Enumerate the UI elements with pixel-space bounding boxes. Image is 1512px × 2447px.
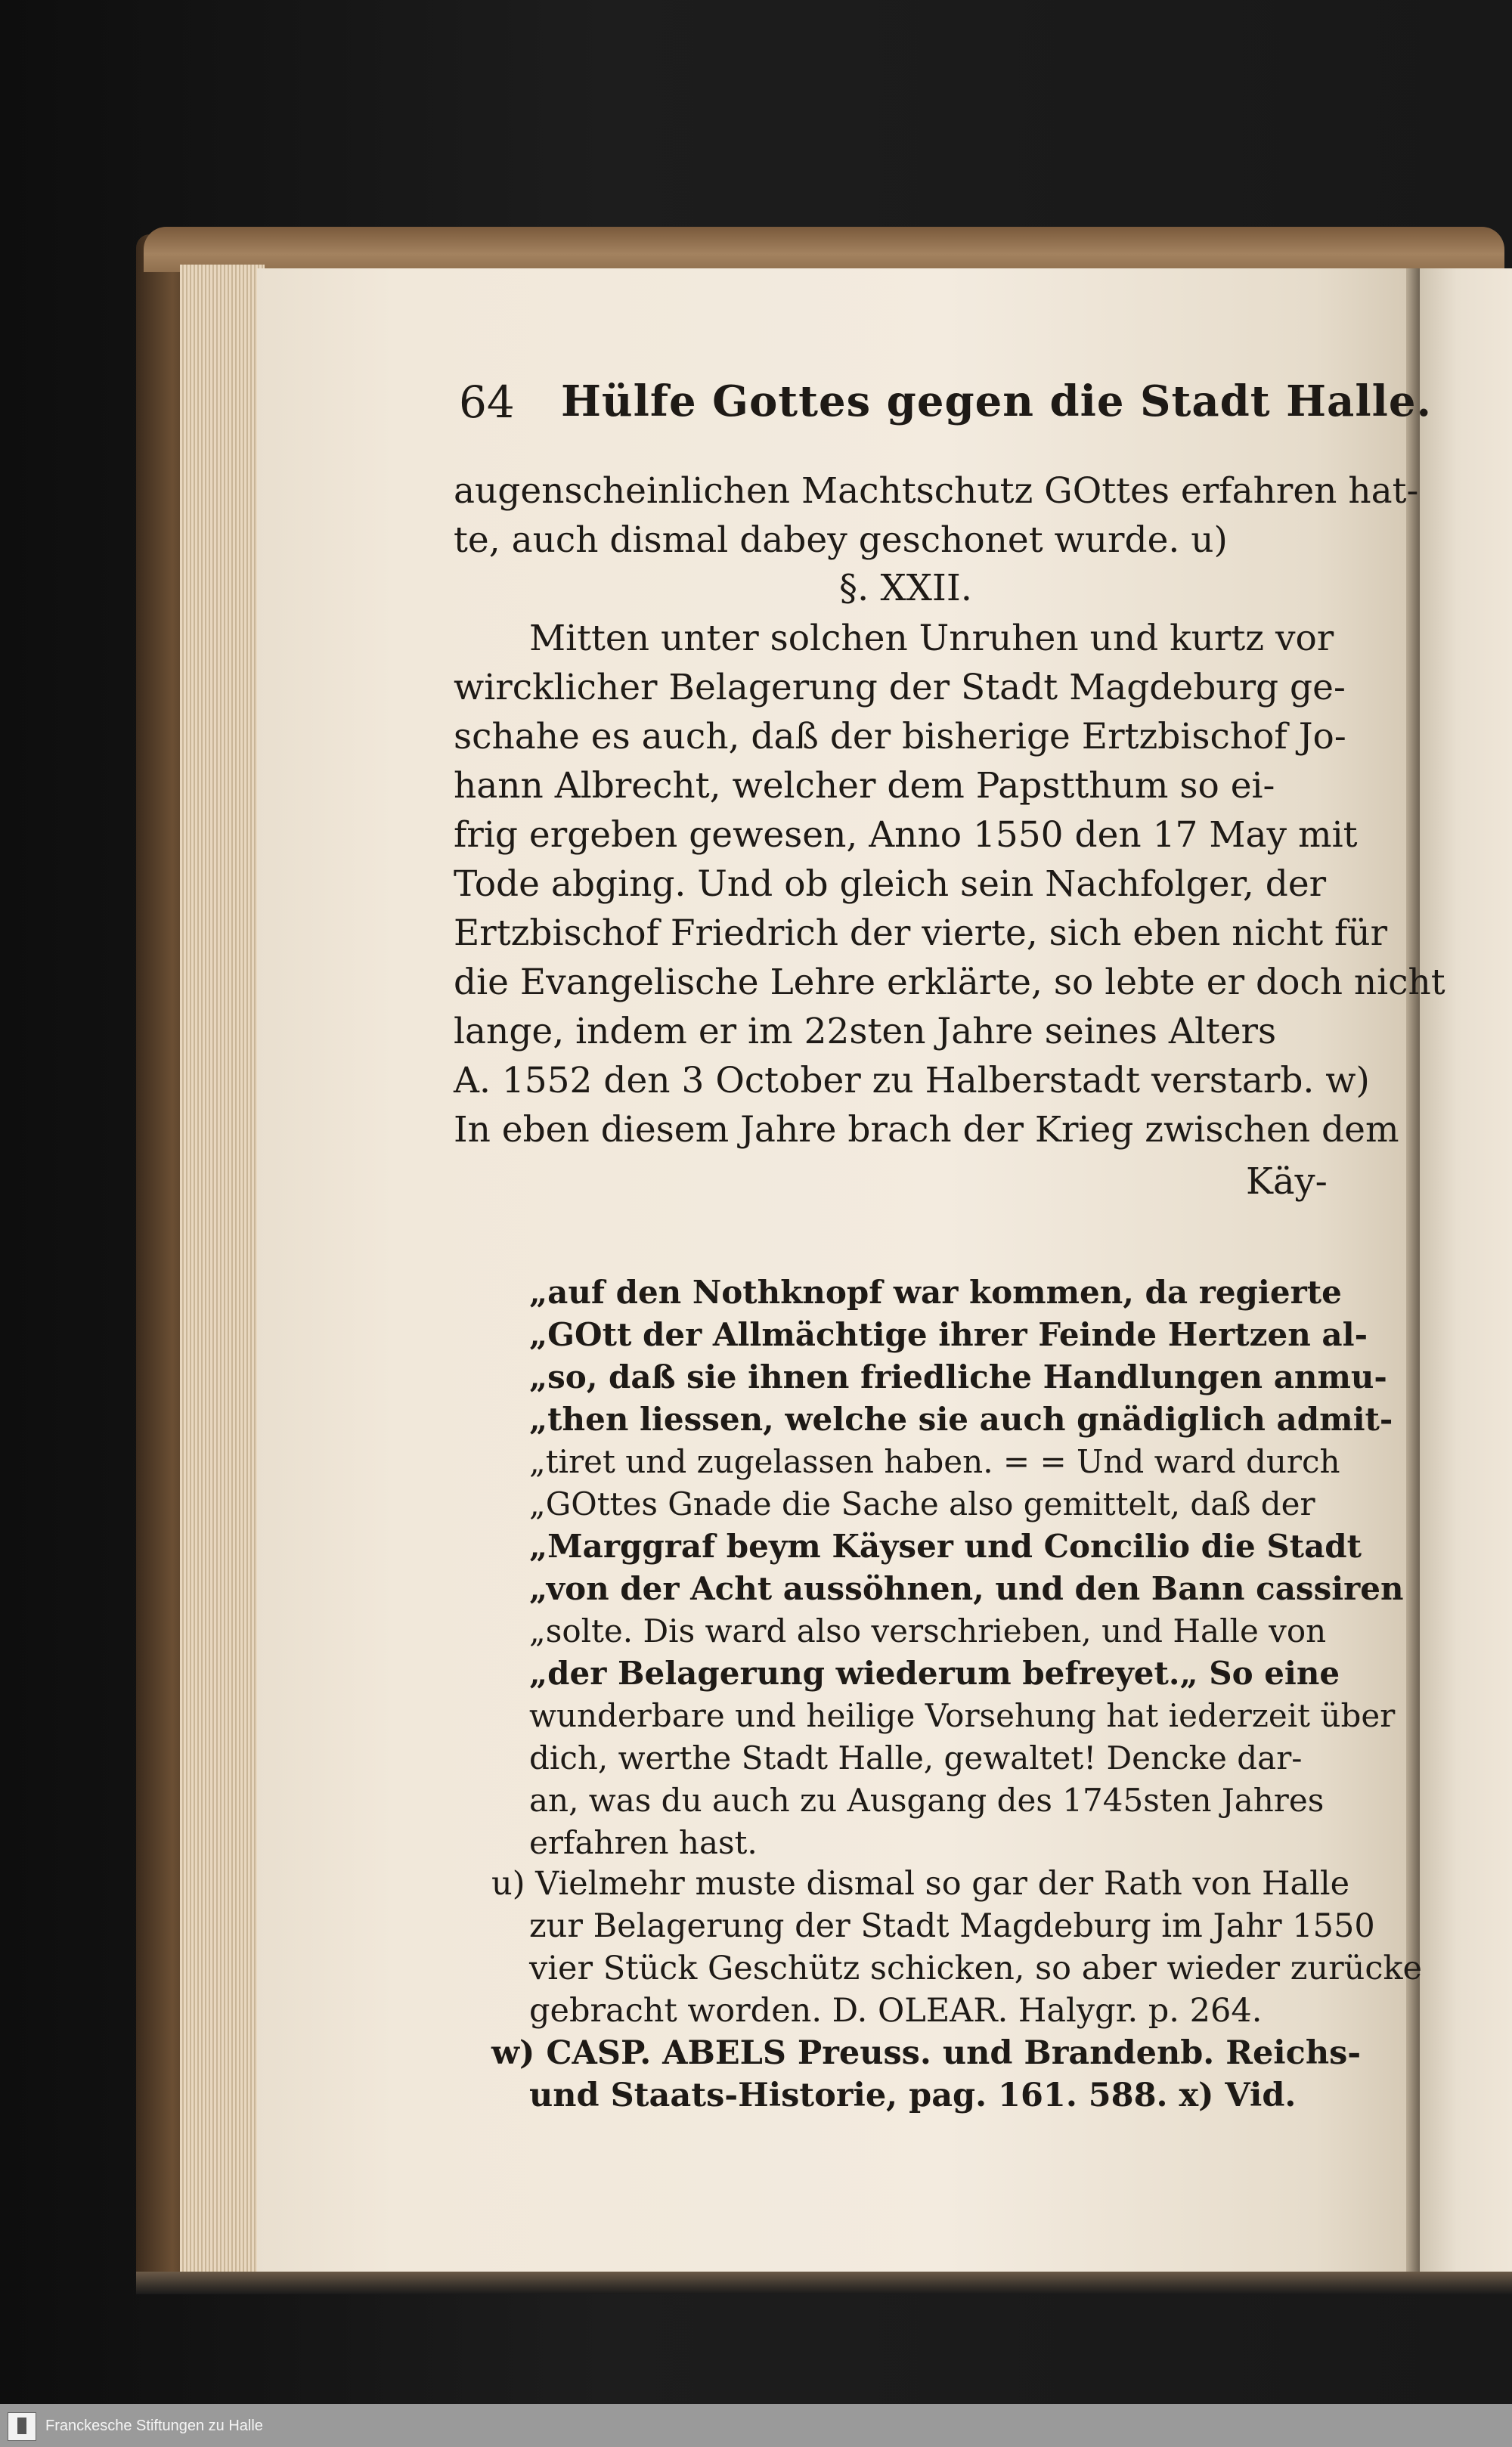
running-head: Hülfe Gottes gegen die Stadt Halle. bbox=[561, 376, 1432, 426]
text-line: augenscheinlichen Machtschutz GOttes erfahren hat- bbox=[454, 470, 1419, 512]
book-top-edge bbox=[144, 227, 1504, 272]
text-line: In eben diesem Jahre brach der Krieg zwischen dem bbox=[454, 1109, 1399, 1151]
text-line: Tode abging. Und ob gleich sein Nachfolger, der bbox=[454, 863, 1327, 905]
catchword: Käy- bbox=[1246, 1160, 1328, 1203]
quote-line: „so, daß sie ihnen friedliche Handlungen anmu- bbox=[529, 1358, 1387, 1395]
quote-line: „der Belagerung wiederum befreyet.„ So eine bbox=[529, 1655, 1340, 1692]
page-header bbox=[459, 376, 1432, 437]
institution-name: Franckesche Stiftungen zu Halle bbox=[45, 2418, 263, 2434]
text-line: Ertzbischof Friedrich der vierte, sich eben nicht für bbox=[454, 912, 1388, 954]
page-number: 64 bbox=[459, 376, 515, 428]
footnote-line: w) CASP. ABELS Preuss. und Brandenb. Reichs- bbox=[491, 2034, 1362, 2072]
text-line: hann Albrecht, welcher dem Papstthum so ei- bbox=[454, 765, 1275, 807]
quote-line: „tiret und zugelassen haben. = = Und ward durch bbox=[529, 1443, 1340, 1480]
quote-line: dich, werthe Stadt Halle, gewaltet! Dencke dar- bbox=[529, 1739, 1303, 1776]
page-stack-edges bbox=[180, 265, 265, 2275]
text-line: te, auch dismal dabey geschonet wurde. u) bbox=[454, 519, 1228, 561]
text-line: die Evangelische Lehre erklärte, so lebte er doch nicht bbox=[454, 962, 1445, 1003]
text-line: lange, indem er im 22sten Jahre seines Alters bbox=[454, 1011, 1277, 1052]
quote-line: „solte. Dis ward also verschrieben, und Halle von bbox=[529, 1612, 1327, 1649]
institution-logo-icon bbox=[8, 2412, 36, 2441]
book-bottom-edge bbox=[136, 2272, 1512, 2294]
text-line: A. 1552 den 3 October zu Halberstadt verstarb. w) bbox=[454, 1060, 1370, 1101]
quote-line: wunderbare und heilige Vorsehung hat iederzeit über bbox=[529, 1697, 1396, 1734]
quote-line: „auf den Nothknopf war kommen, da regierte bbox=[529, 1274, 1342, 1311]
quote-line: an, was du auch zu Ausgang des 1745sten Jahres bbox=[529, 1782, 1325, 1819]
footnote-line: vier Stück Geschütz schicken, so aber wieder zurücke bbox=[529, 1950, 1422, 1987]
section-heading: §. XXII. bbox=[839, 567, 973, 609]
footnote-line: u) Vielmehr muste dismal so gar der Rath von Halle bbox=[491, 1865, 1350, 1903]
text-line: wircklicher Belagerung der Stadt Magdeburg ge- bbox=[454, 667, 1346, 708]
quote-line: „GOtt der Allmächtige ihrer Feinde Hertzen al- bbox=[529, 1316, 1368, 1353]
footnote-line: gebracht worden. D. OLEAR. Halygr. p. 264. bbox=[529, 1992, 1263, 2030]
footnote-line: und Staats-Historie, pag. 161. 588. x) Vid. bbox=[529, 2077, 1297, 2114]
quote-line: „then liessen, welche sie auch gnädiglich admit- bbox=[529, 1401, 1393, 1438]
quote-line: „GOttes Gnade die Sache also gemittelt, daß der bbox=[529, 1485, 1315, 1522]
footnote-line: zur Belagerung der Stadt Magdeburg im Jahr 1550 bbox=[529, 1907, 1375, 1945]
text-line: schahe es auch, daß der bisherige Ertzbischof Jo- bbox=[454, 716, 1346, 757]
quote-line: erfahren hast. bbox=[529, 1824, 758, 1861]
quote-line: „Marggraf beym Käyser und Concilio die Stadt bbox=[529, 1528, 1362, 1565]
quote-line: „von der Acht aussöhnen, und den Bann cassiren bbox=[529, 1570, 1404, 1607]
text-line: Mitten unter solchen Unruhen und kurtz vor bbox=[529, 618, 1334, 659]
text-line: frig ergeben gewesen, Anno 1550 den 17 May mit bbox=[454, 814, 1358, 856]
facing-page bbox=[1420, 268, 1512, 2272]
